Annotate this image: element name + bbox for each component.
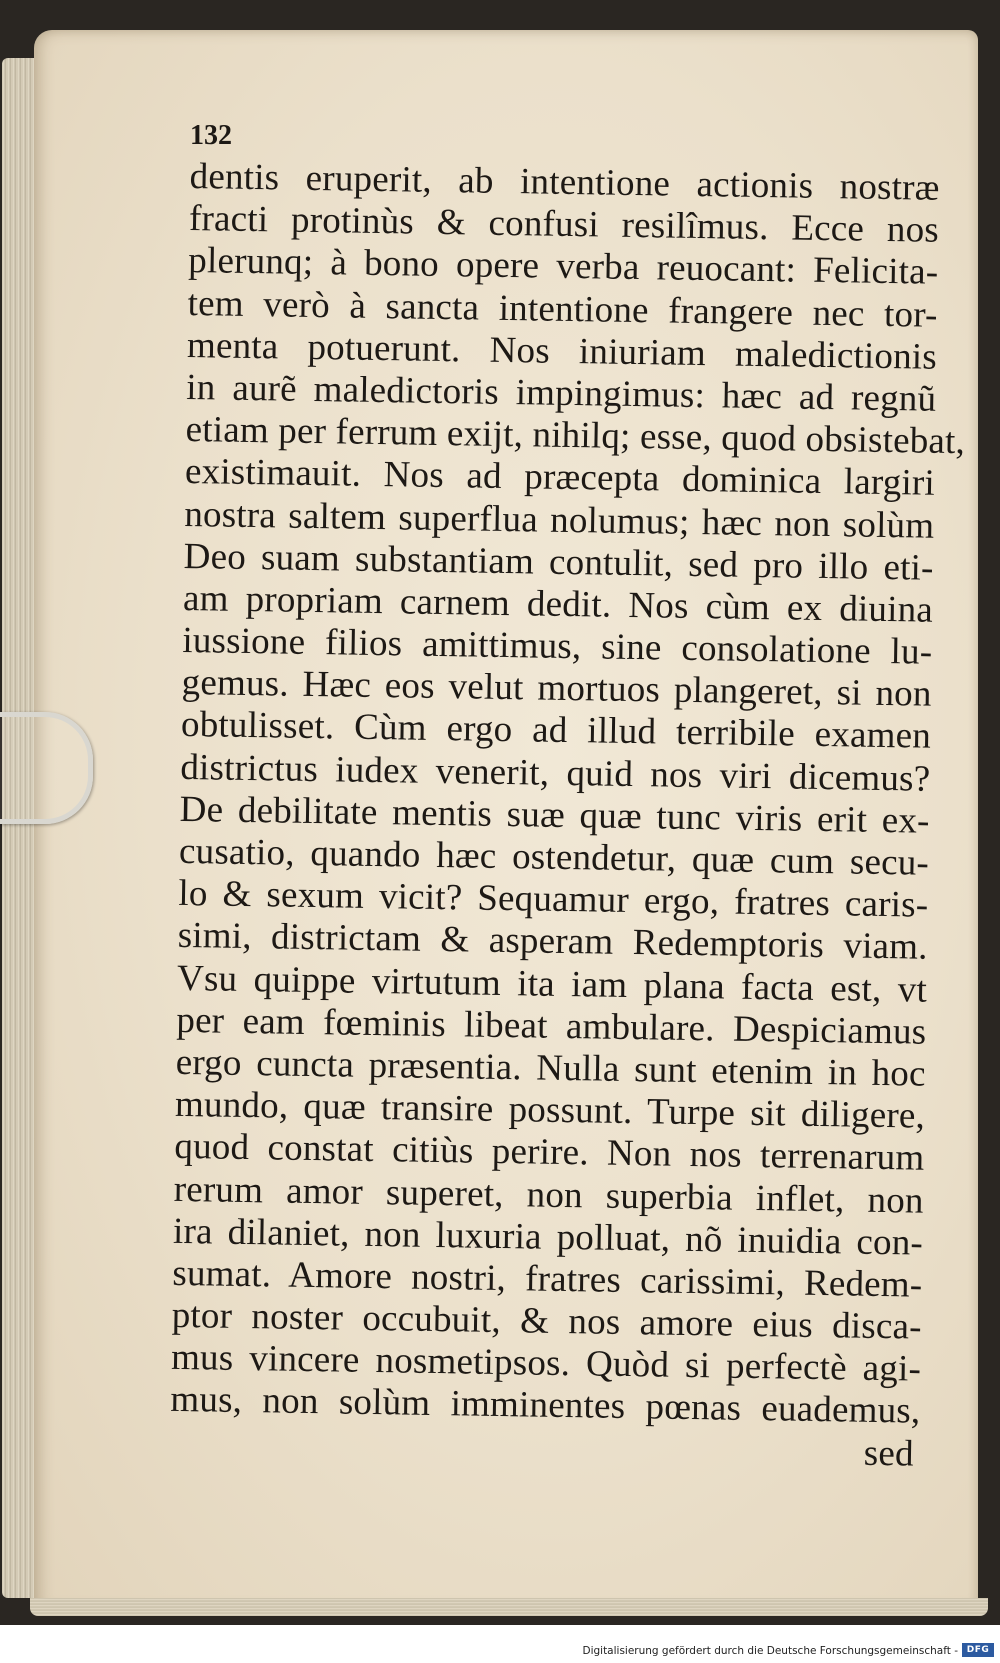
text-line: mus vincere nosmetipsos. Quòd si perfectè agi-: [170, 1337, 922, 1390]
text-line: etiam per ferrum exijt, nihilq; esse, quod obsistebat,: [185, 409, 966, 463]
text-line: dentis eruperit, ab intentione actionis nostræ: [189, 156, 940, 209]
text-line: fracti protinùs & confusi resilîmus. Ecce nos: [188, 198, 940, 251]
text-line: in aurẽ maledictoris impingimus: hæc ad regnũ: [186, 366, 937, 420]
text-line: quod constat citiùs perire. Non nos terrenarum: [174, 1126, 925, 1179]
text-line: am propriam carnem dedit. Nos cùm ex diuina: [182, 577, 934, 631]
text-line: simi, districtam & asperam Redemptoris viam.: [177, 915, 928, 969]
text-line: per eam fœminis libeat ambulare. Despiciamus: [176, 999, 927, 1053]
text-line: Deo suam substantiam contulit, sed pro illo eti-: [183, 535, 934, 589]
text-line: existimauit. Nos ad præcepta dominica largiri: [184, 451, 936, 505]
book-clasp: [0, 712, 93, 824]
text-line: Vsu quippe virtutum ita iam plana facta est, vt: [176, 957, 928, 1011]
digitization-credit: Digitalisierung gefördert durch die Deutsche Forschungsgemeinschaft -: [582, 1645, 958, 1657]
text-line: mus, non solùm imminentes pœnas euademus,: [170, 1379, 921, 1433]
page-bottom-edge: [30, 1598, 988, 1616]
text-line: cusatio, quando hæc ostendetur, quæ cum secu-: [178, 830, 930, 884]
text-line: districtus iudex venerit, quid nos viri dicemus?: [180, 746, 931, 800]
text-line: tem verò à sancta intentione frangere nec tor-: [187, 282, 938, 336]
text-line: De debilitate mentis suæ quæ tunc viris erit ex-: [179, 788, 930, 842]
page-number: 132: [190, 120, 232, 151]
text-line: plerunq; à bono opere verba reuocant: Felicita-: [188, 240, 939, 294]
page-text: [169, 156, 966, 1475]
dfg-logo: DFG: [962, 1643, 994, 1657]
catchword: sed: [863, 1432, 915, 1475]
text-line: ergo cuncta præsentia. Nulla sunt etenim in hoc: [175, 1041, 926, 1095]
text-line: obtulisset. Cùm ergo ad illud terribile examen: [180, 704, 932, 758]
text-line: lo & sexum vicit? Sequamur ergo, fratres caris-: [178, 873, 929, 926]
text-line: menta potuerunt. Nos iniuriam maledictionis: [186, 324, 938, 378]
text-line: iussione filios amittimus, sine consolatione lu-: [182, 620, 933, 673]
text-line: ira dilaniet, non luxuria polluat, nõ inuidia con-: [172, 1210, 924, 1264]
text-line: gemus. Hæc eos velut mortuos plangeret, si non: [181, 662, 932, 715]
text-line: ptor noster occubuit, & nos amore eius disca-: [171, 1294, 923, 1348]
text-line: sumat. Amore nostri, fratres carissimi, Redem-: [172, 1252, 923, 1306]
text-line: nostra saltem superflua nolumus; hæc non solùm: [184, 493, 935, 547]
text-line: rerum amor superet, non superbia inflet, non: [173, 1168, 925, 1222]
text-line: mundo, quæ transire possunt. Turpe sit diligere,: [174, 1084, 926, 1137]
